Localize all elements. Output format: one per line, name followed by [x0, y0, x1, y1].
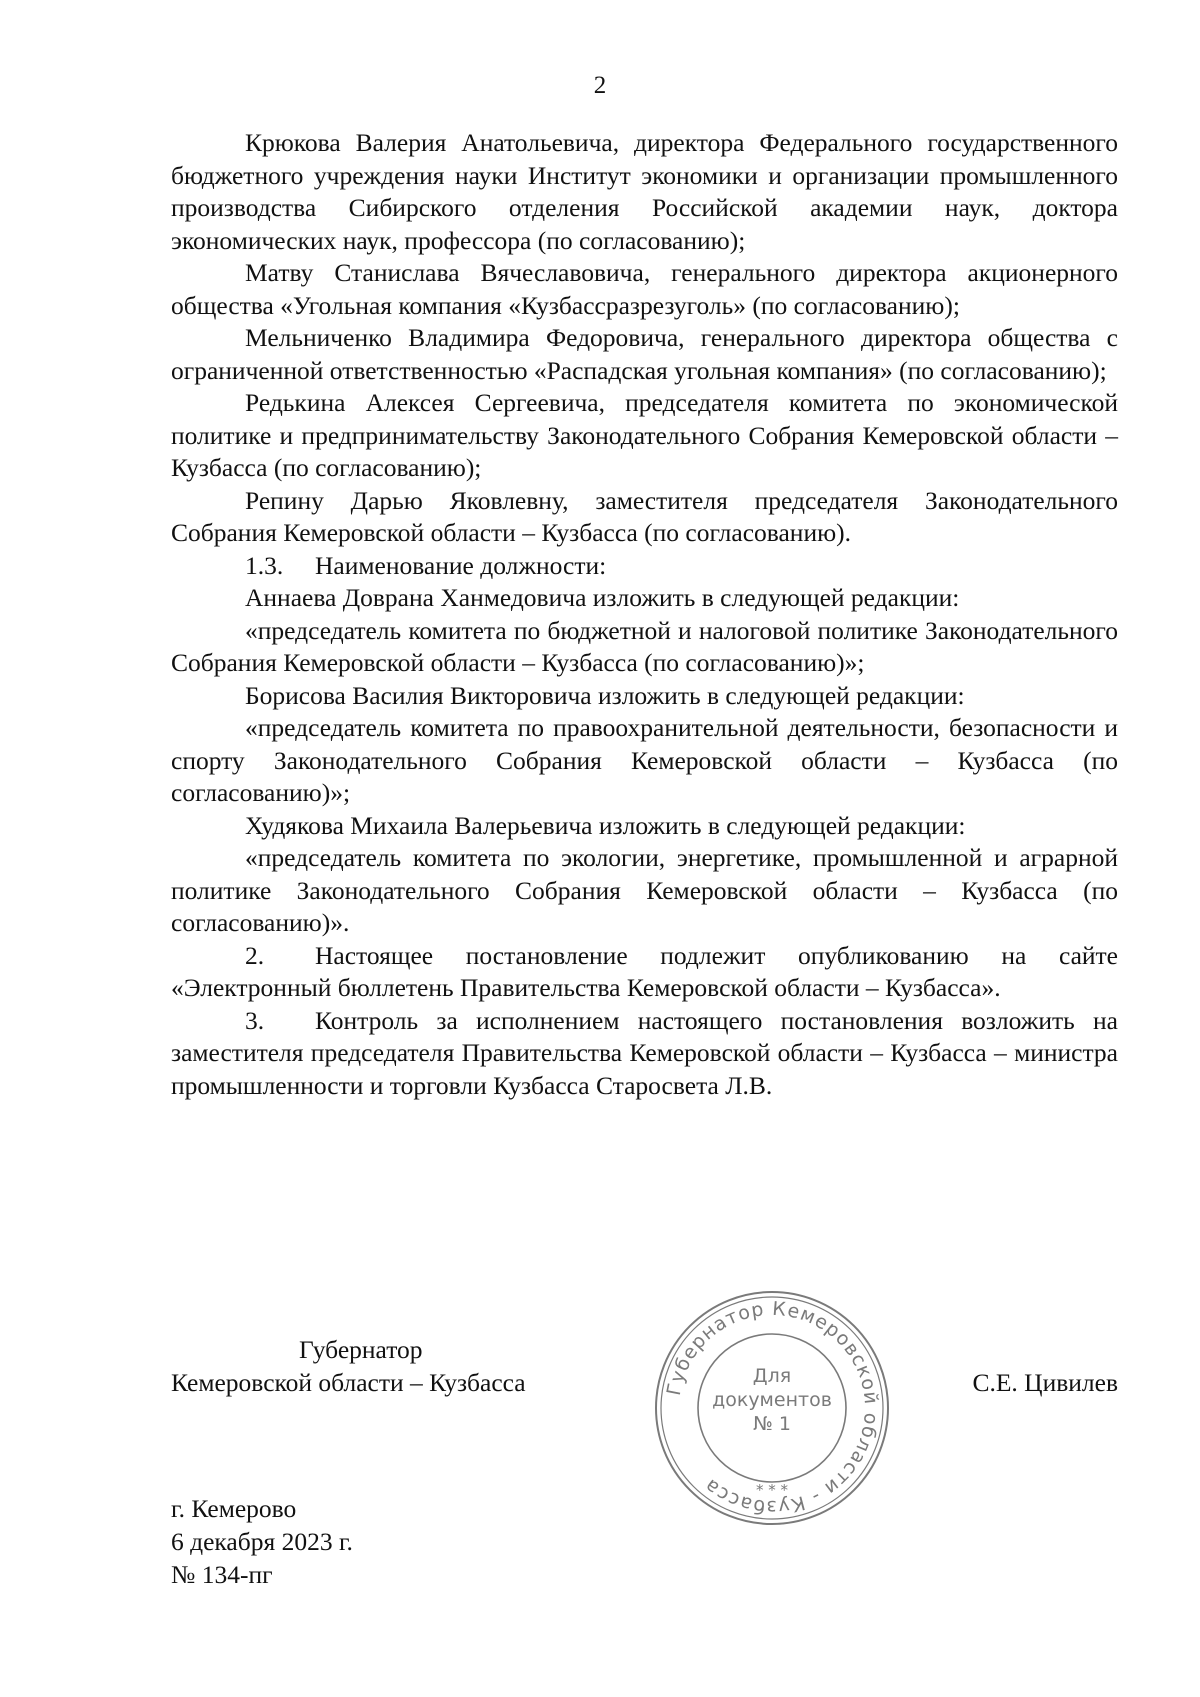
seal-stars: * * * — [755, 1481, 789, 1499]
document-footer — [171, 1492, 353, 1591]
clause-text: Наименование должности: — [315, 550, 607, 580]
footer-number: № 134-пг — [171, 1560, 273, 1589]
footer-date: 6 декабря 2023 г. — [171, 1527, 353, 1556]
paragraph-khudyakov-position: «председатель комитета по экологии, энергетике, промышленной и аграрной политике Законодательного Собрания Кемеровской области – Кузбасса (по согласованию)». — [171, 843, 1118, 937]
clause-1-3 — [171, 550, 1118, 583]
paragraph-matvu: Матву Станислава Вячеславовича, генерального директора акционерного общества «Угольная компания «Кузбассразрезуголь» (по согласованию); — [171, 258, 1118, 320]
signatory-title: Губернатор — [299, 1335, 423, 1364]
seal-center-line3: № 1 — [753, 1413, 791, 1435]
paragraph-annaev: Аннаева Доврана Ханмедовича изложить в следующей редакции: — [245, 583, 960, 612]
seal-center-line2: документов — [712, 1389, 832, 1411]
paragraph-melnichenko: Мельниченко Владимира Федоровича, генерального директора общества с ограниченной ответственностью «Распадская угольная компания» (по согласованию); — [171, 323, 1118, 385]
official-seal — [652, 1288, 892, 1528]
signature-block — [171, 1333, 526, 1399]
seal-ring-text-path: Губернатор Кемеровской области - Кузбасса — [662, 1297, 883, 1519]
clause-text: Настоящее постановление подлежит опубликованию на сайте «Электронный бюллетень Правительства Кемеровской области – Кузбасса». — [171, 940, 1118, 1002]
clause-2 — [171, 940, 1118, 1005]
paragraph-borisov: Борисова Василия Викторовича изложить в следующей редакции: — [245, 680, 965, 710]
paragraph-repina: Репину Дарью Яковлевну, заместителя председателя Законодательного Собрания Кемеровской области – Кузбасса (по согласованию). — [171, 485, 1118, 547]
page-number: 2 — [593, 72, 607, 99]
clause-number: 1.3. — [245, 550, 284, 580]
clause-number: 2. — [245, 940, 265, 970]
clause-text: Контроль за исполнением настоящего постановления возложить на заместителя председателя Правительства Кемеровской области – Кузбасса – министра промышленности и торговли Кузбасса Старосвета Л.В. — [171, 1005, 1118, 1100]
seal-center-line1: Для — [752, 1365, 792, 1387]
footer-city: г. Кемерово — [171, 1494, 297, 1523]
paragraph-redkin: Редькина Алексея Сергеевича, председателя комитета по экономической политике и предпринимательству Законодательного Собрания Кемеровской области – Кузбасса (по согласованию); — [171, 388, 1118, 482]
paragraph-kryukov: Крюкова Валерия Анатольевича, директора Федерального государственного бюджетного учреждения науки Институт экономики и организации промышленного производства Сибирского отделения Российской академии наук, доктора экономических наук, профессора (по согласованию); — [171, 128, 1118, 255]
signatory-region: Кемеровской области – Кузбасса — [171, 1368, 526, 1397]
paragraph-borisov-position: «председатель комитета по правоохранительной деятельности, безопасности и спорту Законодательного Собрания Кемеровской области – Кузбасса (по согласованию)»; — [171, 713, 1118, 807]
document-body — [171, 127, 1118, 1102]
clause-number: 3. — [245, 1005, 265, 1035]
paragraph-annaev-position: «председатель комитета по бюджетной и налоговой политике Законодательного Собрания Кемеровской области – Кузбасса (по согласованию)»; — [171, 615, 1118, 677]
signatory-name: С.Е. Цивилев — [972, 1368, 1118, 1397]
paragraph-khudyakov: Худякова Михаила Валерьевича изложить в следующей редакции: — [245, 810, 966, 840]
clause-3 — [171, 1005, 1118, 1103]
